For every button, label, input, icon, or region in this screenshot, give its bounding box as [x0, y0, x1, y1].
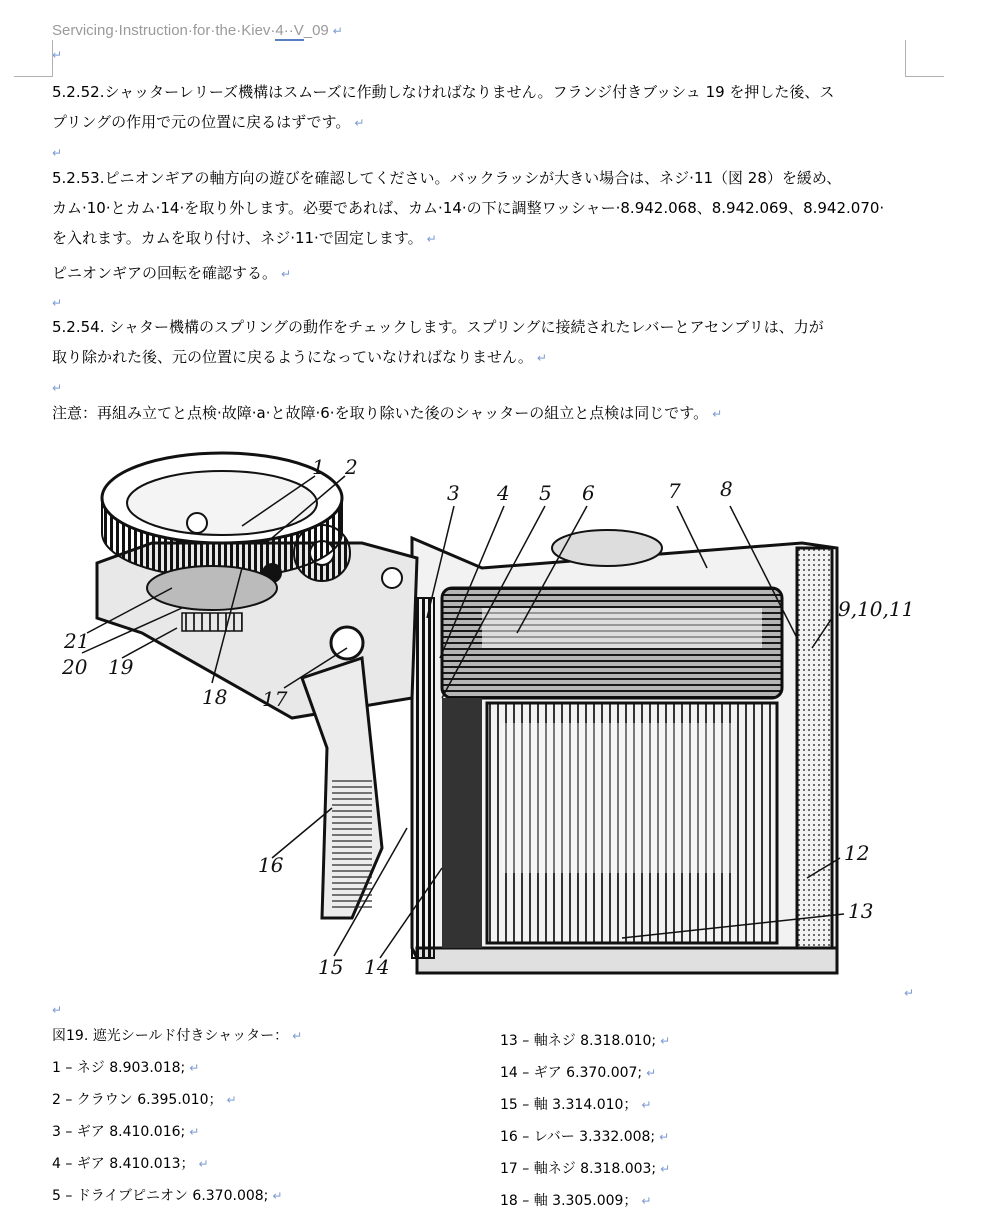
label-20: 20: [62, 655, 88, 679]
caption-item: 4 – ギア 8.410.013； ↵: [52, 1156, 209, 1172]
label-9-10-11: 9,10,11: [838, 597, 915, 621]
label-14: 14: [364, 955, 390, 979]
paragraph-note: [52, 398, 912, 429]
label-7: 7: [668, 479, 681, 503]
caption-item: 1 – ネジ 8.903.018; ↵: [52, 1060, 200, 1076]
return-mark-icon: ↵: [52, 48, 63, 62]
left-mechanism: [97, 453, 417, 918]
caption-right-column: [500, 1025, 670, 1217]
label-8: 8: [720, 477, 733, 501]
label-13: 13: [848, 899, 874, 923]
return-mark-icon: ↵: [52, 146, 63, 160]
return-mark-icon: ↵: [426, 232, 437, 246]
paragraph-text: 5.2.53.ピニオンギアの軸方向の遊びを確認してください。バックラッシが大きい場合は、ネジ·11（図 28）を緩め、: [52, 169, 842, 187]
caption-left-column: [52, 1020, 302, 1212]
paragraph-text: カム·10·とカム·14·を取り外します。必要であれば、カム·14·の下に調整ワッシャー·8.942.068、8.942.069、8.942.070·: [52, 199, 885, 217]
caption-item: 2 – クラウン 6.395.010； ↵: [52, 1092, 237, 1108]
label-2: 2: [345, 455, 358, 479]
return-mark-icon: ↵: [52, 381, 63, 395]
label-17: 17: [262, 687, 288, 711]
paragraph-text: 取り除かれた後、元の位置に戻るようになっていなければなりません。: [52, 348, 533, 366]
label-18: 18: [202, 685, 228, 709]
return-mark-icon: ↵: [281, 267, 292, 281]
header-title-pre: Servicing·Instruction·for·the·Kiev·: [52, 22, 276, 39]
return-mark-icon: ↵: [904, 986, 915, 1000]
paragraph-text: を入れます。カムを取り付け、ネジ·11·で固定します。: [52, 229, 423, 247]
paragraph-text: ピニオンギアの回転を確認する。: [52, 264, 278, 282]
return-mark-icon: ↵: [292, 1029, 303, 1043]
paragraph-5-2-53: [52, 163, 912, 254]
header-title-model: 4··V: [275, 22, 304, 39]
document-header: [52, 22, 343, 39]
paragraph-text: プリングの作用で元の位置に戻るはずです。: [52, 113, 351, 131]
return-mark-icon: ↵: [52, 1003, 63, 1017]
header-title-post: _09: [303, 22, 329, 39]
return-mark-icon: ↵: [52, 296, 63, 310]
paragraph-pinion-check: [52, 258, 912, 289]
label-16: 16: [258, 853, 284, 877]
figure-caption-title: 図19. 遮光シールド付きシャッター： ↵: [52, 1028, 303, 1044]
label-21: 21: [64, 629, 90, 653]
caption-item: 17 – 軸ネジ 8.318.003; ↵: [500, 1161, 671, 1177]
label-6: 6: [582, 481, 595, 505]
caption-item: 5 – ドライブピニオン 6.370.008; ↵: [52, 1188, 283, 1204]
crop-mark-left: [14, 40, 53, 77]
paragraph-5-2-54: [52, 312, 912, 373]
caption-item: 18 – 軸 3.305.009； ↵: [500, 1193, 652, 1209]
paragraph-mark-icon: ↵: [332, 24, 343, 38]
paragraph-text: 注意：再組み立てと点検·故障·a·と故障·6·を取り除いた後のシャッターの組立と点検は同じです。: [52, 404, 709, 422]
paragraph-5-2-52: [52, 77, 912, 138]
camera-body: [412, 530, 837, 973]
label-5: 5: [539, 481, 552, 505]
paragraph-text: 5.2.52.シャッターレリーズ機構はスムーズに作動しなければなりません。フランジ付きブッシュ 19 を押した後、ス: [52, 83, 835, 101]
caption-item: 16 – レバー 3.332.008; ↵: [500, 1129, 670, 1145]
caption-item: 3 – ギア 8.410.016; ↵: [52, 1124, 200, 1140]
return-mark-icon: ↵: [712, 407, 723, 421]
caption-item: 13 – 軸ネジ 8.318.010; ↵: [500, 1033, 671, 1049]
label-1: 1: [312, 455, 325, 479]
label-4: 4: [497, 481, 510, 505]
paragraph-text: 5.2.54. シャター機構のスプリングの動作をチェックします。スプリングに接続されたレバーとアセンブリは、力が: [52, 318, 824, 336]
return-mark-icon: ↵: [536, 351, 547, 365]
caption-item: 14 – ギア 6.370.007; ↵: [500, 1065, 657, 1081]
label-12: 12: [844, 841, 870, 865]
crop-mark-right: [905, 40, 944, 77]
label-15: 15: [318, 955, 344, 979]
shutter-diagram-figure: [62, 448, 934, 988]
label-19: 19: [108, 655, 134, 679]
label-3: 3: [447, 481, 460, 505]
caption-item: 15 – 軸 3.314.010； ↵: [500, 1097, 652, 1113]
return-mark-icon: ↵: [354, 116, 365, 130]
